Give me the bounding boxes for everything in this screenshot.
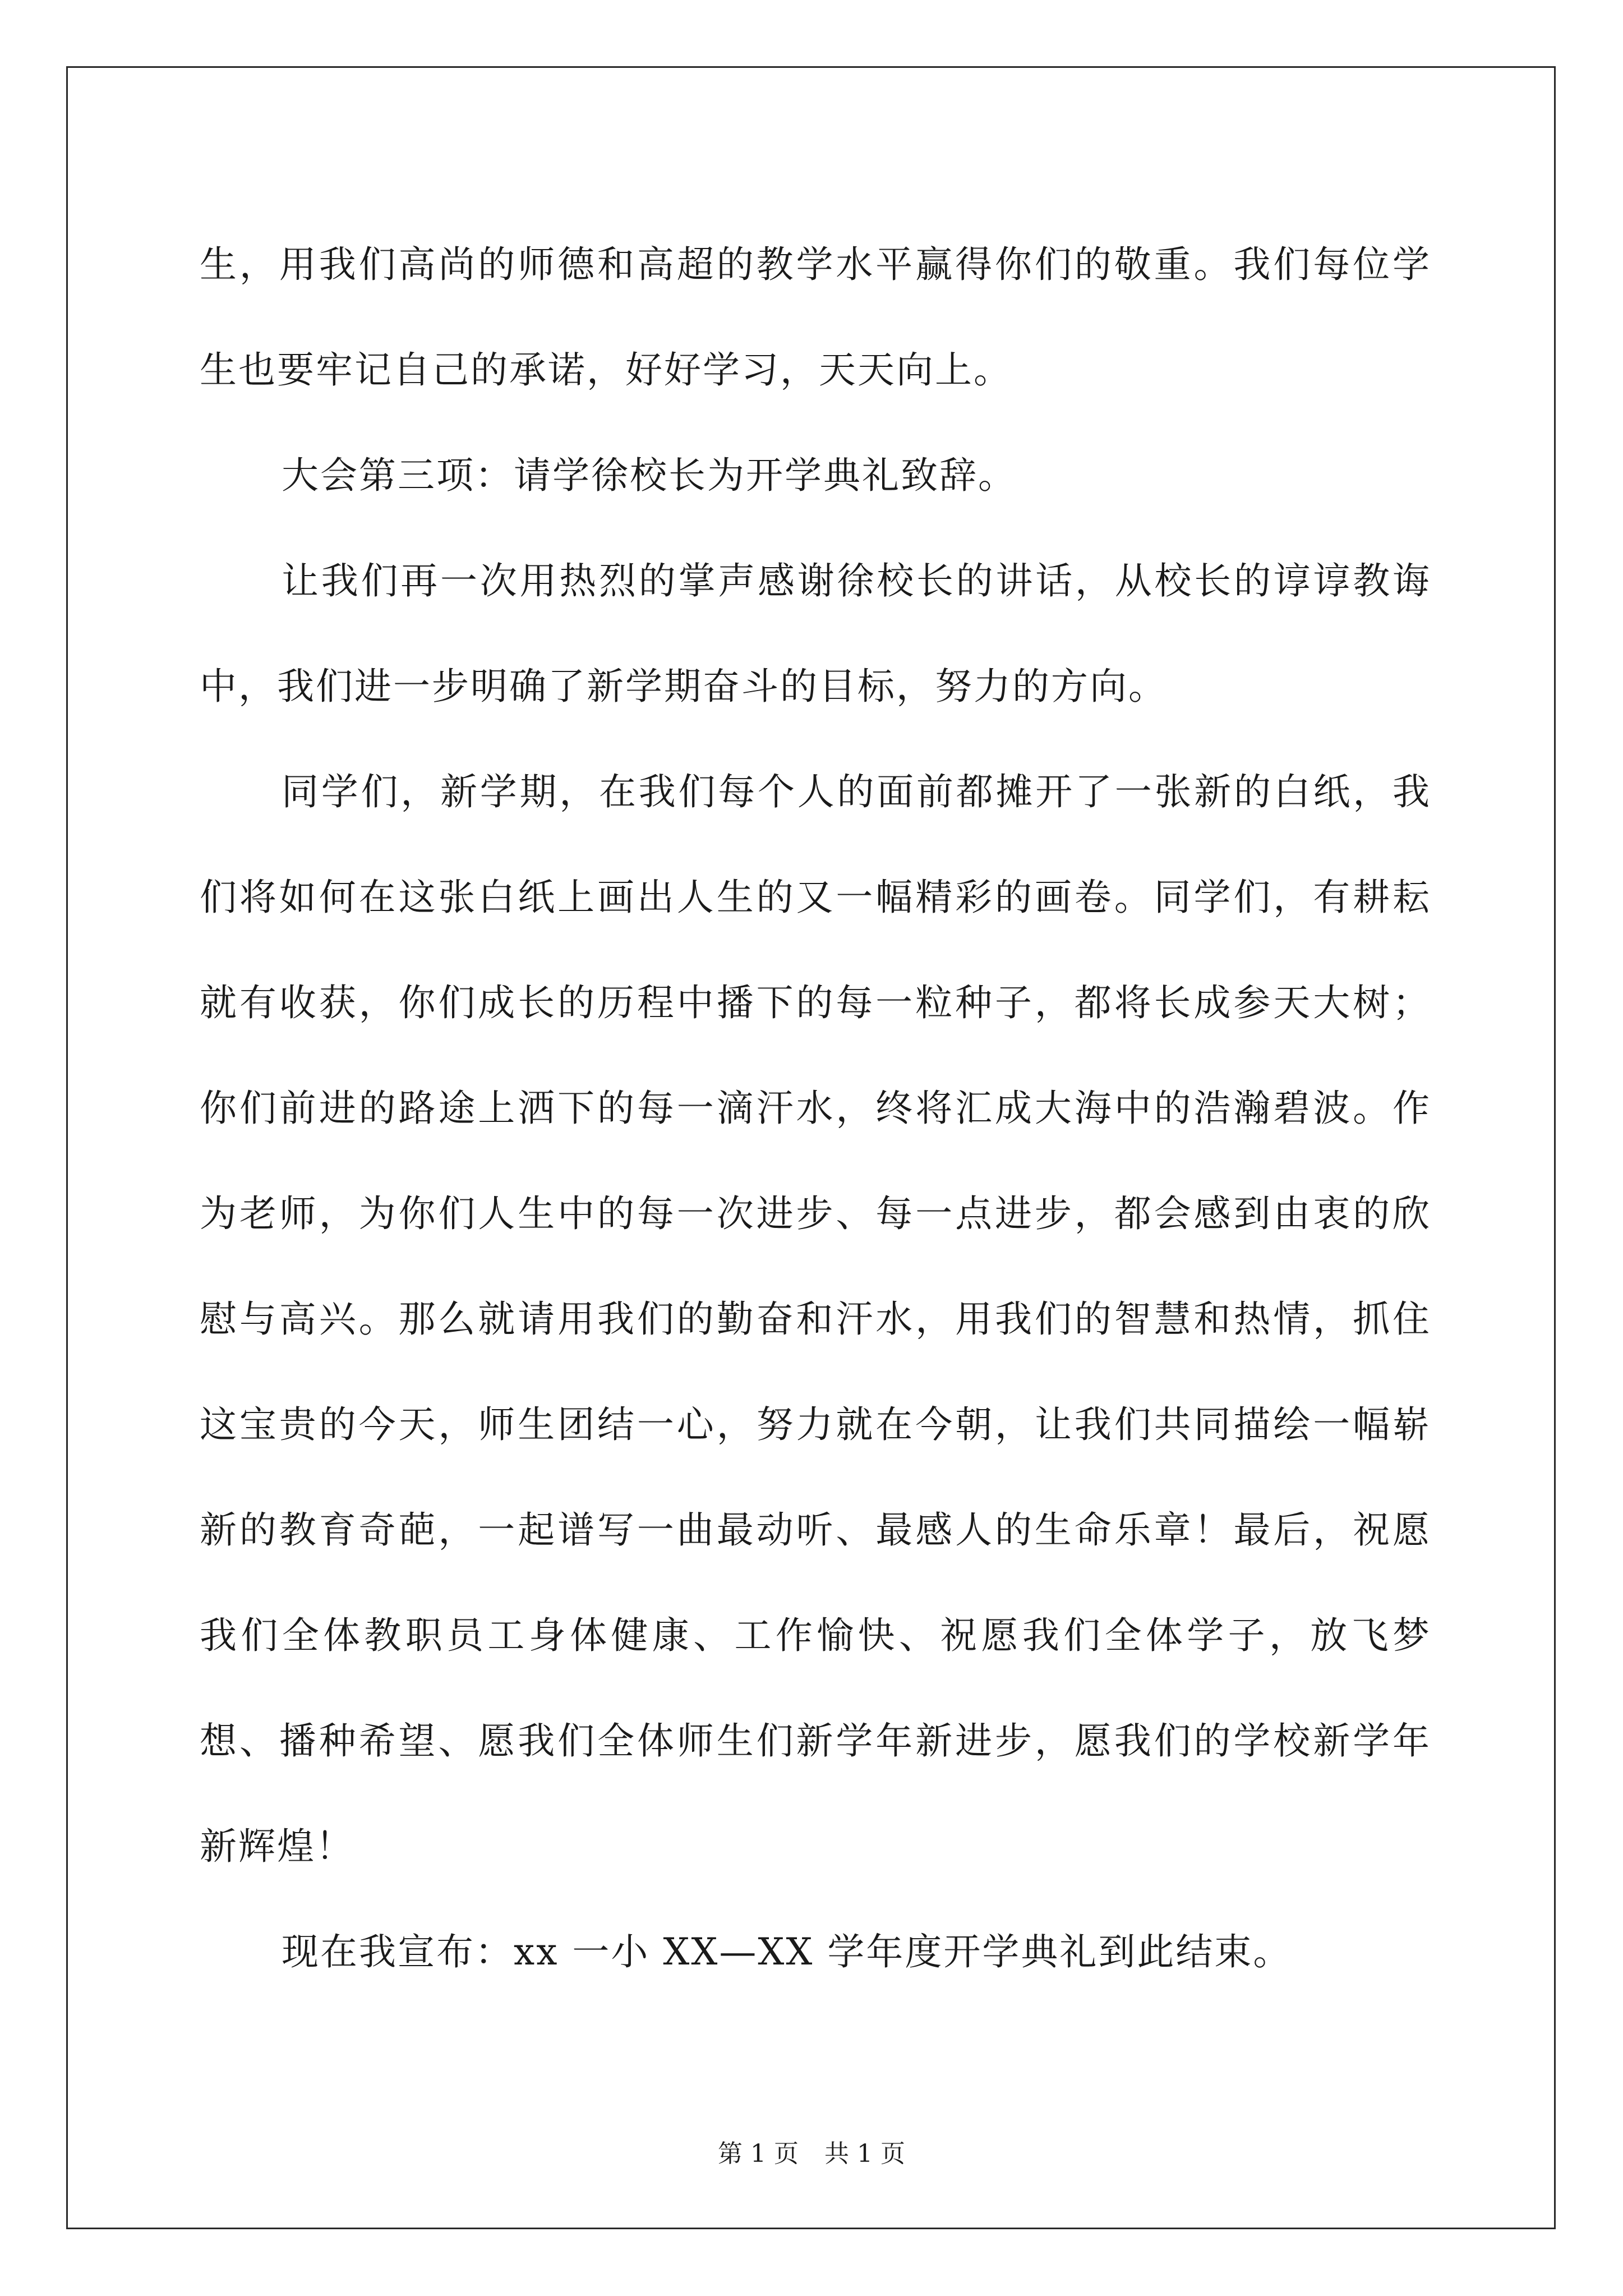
paragraph-thanks: 让我们再一次用热烈的掌声感谢徐校长的讲话，从校长的谆谆教诲中，我们进一步明确了新学期奋斗的目标，努力的方向。 — [200, 559, 1431, 708]
paragraph-continuation: 生，用我们高尚的师德和高超的教学水平赢得你们的敬重。我们每位学生也要牢记自己的承诺，好好学习，天天向上。 — [200, 243, 1431, 392]
page-number: 第 1 页 — [718, 2139, 799, 2168]
page-footer — [0, 2137, 1623, 2171]
paragraph-announcement: 现在我宣布：xx 一小 XX—XX 学年度开学典礼到此结束。 — [282, 1930, 1292, 1973]
paragraph-agenda-item: 大会第三项：请学徐校长为开学典礼致辞。 — [282, 454, 1017, 497]
document-body — [200, 212, 1431, 2005]
paragraph-closing-speech: 同学们，新学期，在我们每个人的面前都摊开了一张新的白纸，我们将如何在这张白纸上画出人生的又一幅精彩的画卷。同学们，有耕耘就有收获，你们成长的历程中播下的每一粒种子，都将长成参天大树；你们前进的路途上洒下的每一滴汗水，终将汇成大海中的浩瀚碧波。作为老师，为你们人生中的每一次进步、每一点进步，都会感到由衷的欣慰与高兴。那么就请用我们的勤奋和汗水，用我们的智慧和热情，抓住这宝贵的今天，师生团结一心，努力就在今朝，让我们共同描绘一幅崭新的教育奇葩，一起谱写一曲最动听、最感人的生命乐章！最后，祝愿我们全体教职员工身体健康、工作愉快、祝愿我们全体学子，放飞梦想、播种希望、愿我们全体师生们新学年新进步，愿我们的学校新学年新辉煌！ — [200, 770, 1431, 1868]
page-total: 共 1 页 — [824, 2139, 905, 2168]
